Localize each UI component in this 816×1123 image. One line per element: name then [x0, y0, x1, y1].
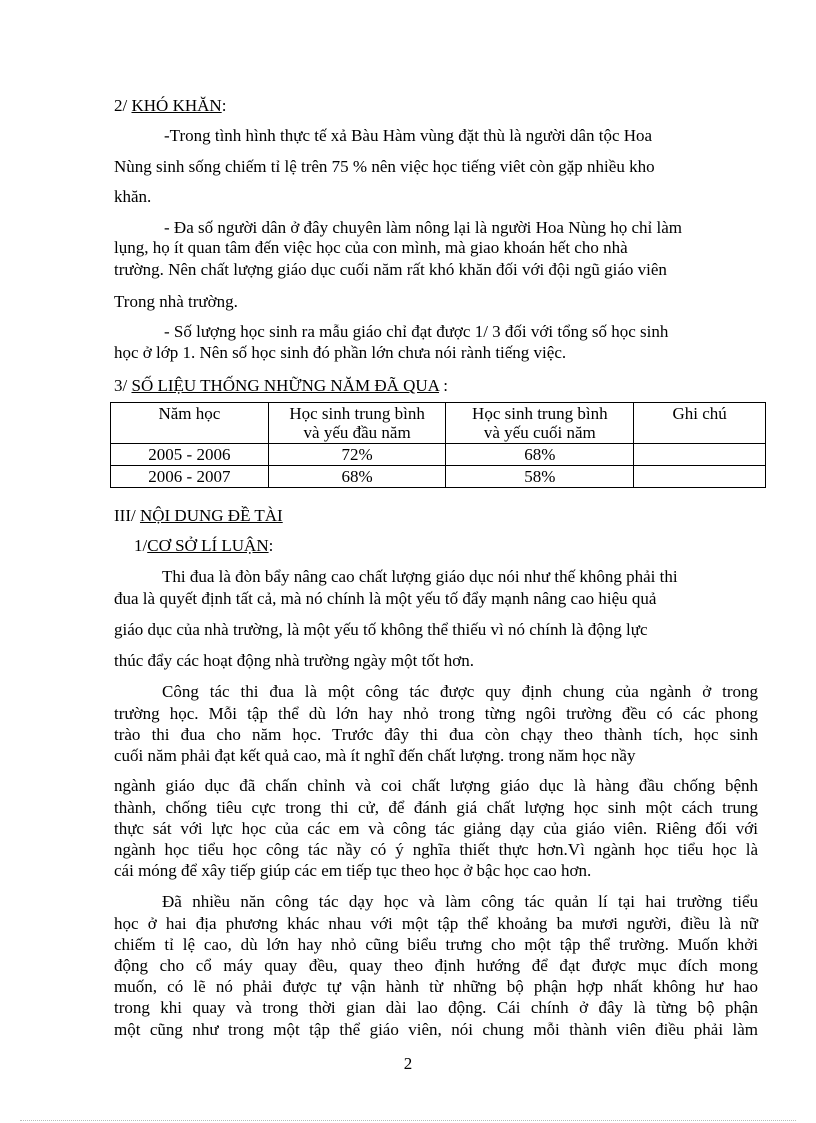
- s3-p2-line3: trào thi đua cho năm học. Trước đây thi đua còn chạy theo thành tích, học sinh: [114, 725, 758, 744]
- s2-p3-line1: - Số lượng học sinh ra mẫu giáo chỉ đạt được 1/ 3 đối với tổng số học sinh: [164, 322, 669, 341]
- page-bottom-divider: [20, 1120, 796, 1121]
- s2-p1-line2: Nùng sinh sống chiếm tỉ lệ trên 75 % nên việc học tiếng viêt còn gặp nhiều kho: [114, 157, 655, 176]
- table-row: [111, 444, 766, 466]
- s3-p4-line6: trong khi quay và trong thời gian dài lao động. Cái chính ở đây là từng bộ phận: [114, 998, 758, 1017]
- s3-p4-line1: Đã nhiều năn công tác dạy học và làm công tác quản lí tại hai trường tiểu: [162, 892, 758, 911]
- cell-year: 2006 - 2007: [111, 466, 269, 488]
- section-2-suffix: :: [221, 96, 227, 115]
- subsection-1-heading: [134, 536, 273, 556]
- header-end-line2: và yếu cuối năm: [483, 423, 596, 442]
- section-III-title: NỘI DUNG ĐỀ TÀI: [139, 506, 283, 525]
- s3-p2-line4: cuối năm phải đạt kết quả cao, mà ít nghĩ đến chất lượng. trong năm học nầy: [114, 746, 636, 765]
- s3-p1-line1: Thi đua là đòn bẩy nâng cao chất lượng giáo dục nói như thế không phải thi: [162, 567, 678, 586]
- subsection-1-prefix: 1/: [134, 536, 148, 555]
- s3-p2-line2: trường học. Mỗi tập thể dù lớn hay nhỏ trong từng ngôi trường đều có các phong: [114, 704, 758, 723]
- s3-p4-line3: chiếm tỉ lệ cao, dù lớn hay nhỏ cũng biểu trưng cho một tập thể trường. Muốn khởi: [114, 935, 758, 954]
- s2-p3-line2: học ở lớp 1. Nên số học sinh đó phần lớn chưa nói rành tiếng việc.: [114, 343, 567, 362]
- header-start-line1: Học sinh trung bình: [289, 404, 425, 423]
- header-start-of-year: [268, 403, 446, 444]
- section-3-title: SỐ LIỆU THỐNG NHỮNG NĂM ĐÃ QUA: [131, 376, 440, 395]
- header-school-year: Năm học: [111, 403, 269, 444]
- page-number: 2: [403, 1054, 413, 1073]
- s3-p1-line2: đua là quyết định tất cả, mà nó chính là một yếu tố đẩy mạnh nâng cao hiệu quả: [114, 589, 657, 608]
- s3-p4-line5: muốn, có lẽ nó phải được tự vận hành từ những bộ phận hợp nhất không hư hao: [114, 977, 758, 996]
- cell-notes: [634, 466, 766, 488]
- header-end-of-year: [446, 403, 634, 444]
- subsection-1-title: CƠ SỞ LÍ LUẬN: [147, 536, 269, 555]
- cell-notes: [634, 444, 766, 466]
- table-row: [111, 466, 766, 488]
- s3-p2-line1: Công tác thi đua là một công tác được quy định chung của ngành ở trong: [162, 682, 758, 701]
- s2-p2-line1: - Đa số người dân ở đây chuyên làm nông lại là người Hoa Nùng họ chỉ làm: [164, 218, 682, 237]
- s2-p2-line3: trường. Nên chất lượng giáo dục cuối năm rất khó khăn đối với đội ngũ giáo viên: [114, 260, 667, 279]
- section-2-prefix: 2/: [114, 96, 132, 115]
- s3-p1-line3: giáo dục của nhà trường, là một yếu tố không thể thiếu vì nó chính là động lực: [114, 620, 648, 639]
- s2-p1-line3: khăn.: [114, 187, 152, 206]
- s3-p1-line4: thúc đẩy các hoạt động nhà trường ngày một tốt hơn.: [114, 651, 475, 670]
- s3-p3-line4: ngành học tiểu học công tác nầy có ý nghĩa thiết thực hơn.Vì ngành học tiểu học là: [114, 840, 758, 859]
- cell-year: 2005 - 2006: [111, 444, 269, 466]
- s3-p4-line2: học ở hai địa phương khác nhau với một tập thể khoảng ba mươi người, điều là nữ: [114, 914, 758, 933]
- s2-p1-line1: -Trong tình hình thực tế xả Bàu Hàm vùng đặt thù là người dân tộc Hoa: [164, 126, 653, 145]
- cell-start: 72%: [268, 444, 446, 466]
- s2-p2-line4: Trong nhà trường.: [114, 292, 238, 311]
- section-III-heading: [114, 506, 283, 526]
- s2-p2-line2: lụng, họ ít quan tâm đến việc học của con mình, mà giao khoán hết cho nhà: [114, 238, 628, 257]
- table-header-row: [111, 403, 766, 444]
- statistics-table: [110, 402, 766, 488]
- section-2-heading: [114, 96, 226, 116]
- s3-p3-line3: thực sát với lực học của các em và công tác giảng dạy của giáo viên. Riêng đối với: [114, 819, 758, 838]
- section-2-title: KHÓ KHĂN: [131, 96, 222, 115]
- s3-p3-line5: cái móng để xây tiếp giúp các em tiếp tục theo học ở bậc học cao hơn.: [114, 861, 592, 880]
- cell-end: 58%: [446, 466, 634, 488]
- section-III-prefix: III/: [114, 506, 140, 525]
- header-end-line1: Học sinh trung bình: [472, 404, 608, 423]
- s3-p4-line7: một cũng như trong một tập thể giáo viên, nói chung mỗi thành viên điều phải làm: [114, 1020, 758, 1039]
- cell-end: 68%: [446, 444, 634, 466]
- subsection-1-suffix: :: [268, 536, 274, 555]
- section-3-suffix: :: [439, 376, 449, 395]
- s3-p4-line4: động cho cổ máy quay đều, quay theo định hướng để đạt được mục đích mong: [114, 956, 758, 975]
- section-3-prefix: 3/: [114, 376, 132, 395]
- s3-p3-line2: thành, chống tiêu cực trong thi cử, để đánh giá chất lượng học sinh một cách trung: [114, 798, 758, 817]
- cell-start: 68%: [268, 466, 446, 488]
- header-start-line2: và yếu đầu năm: [303, 423, 411, 442]
- s3-p3-line1: ngành giáo dục đã chấn chỉnh và coi chất lượng giáo dục là hàng đầu chống bệnh: [114, 776, 758, 795]
- section-3-heading: [114, 376, 448, 396]
- header-notes: Ghi chú: [634, 403, 766, 444]
